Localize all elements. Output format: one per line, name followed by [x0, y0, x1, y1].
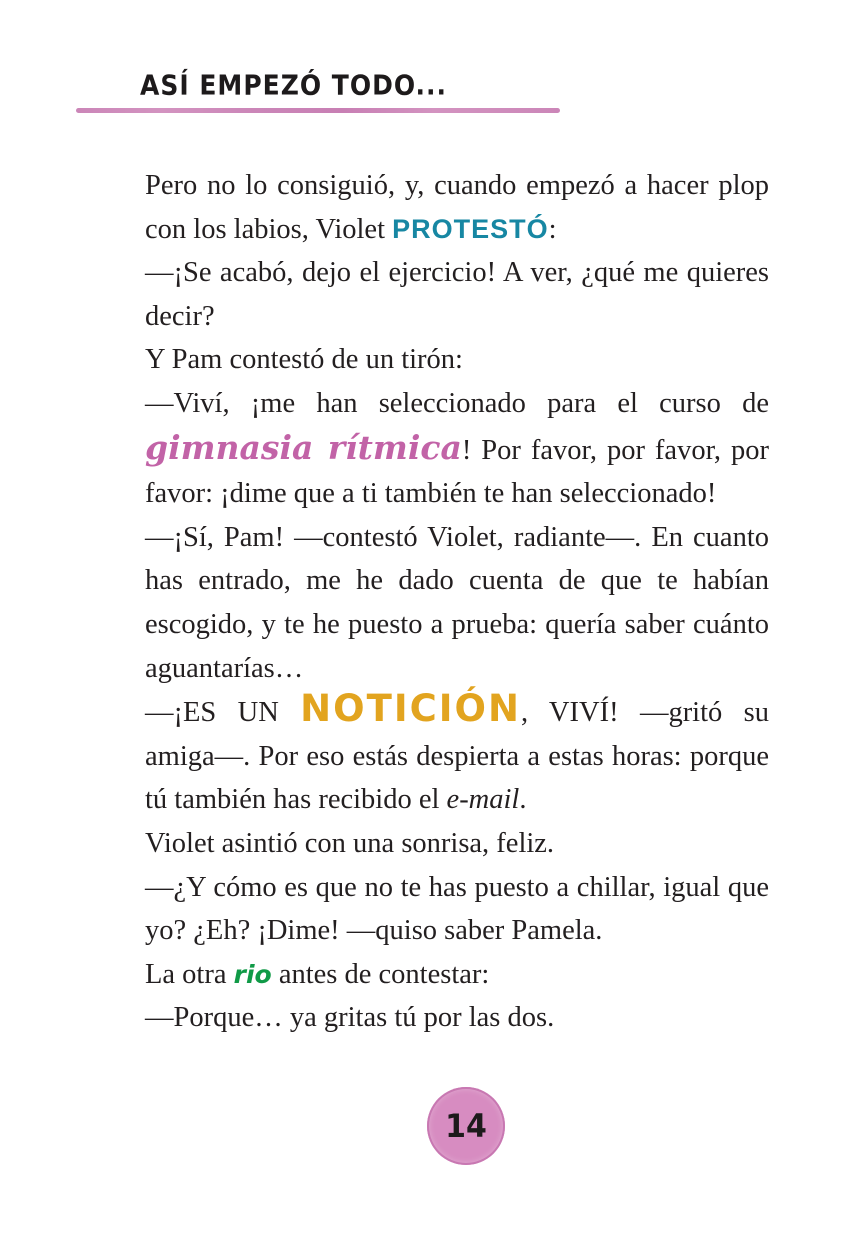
text-run: Violet asintió con una sonrisa, feliz.: [145, 827, 555, 859]
body-text: [145, 164, 769, 1040]
emphasis-word-teal: PROTESTÓ: [392, 213, 549, 244]
paragraph: [145, 687, 769, 822]
paragraph: [145, 822, 769, 866]
paragraph: [145, 382, 769, 516]
text-run: La otra: [145, 958, 234, 990]
emphasis-word-yellow-display: NOTICIÓN: [300, 687, 521, 731]
text-run: antes de contestar:: [271, 958, 490, 990]
paragraph: [145, 516, 769, 690]
text-run: —¡ES UN: [145, 697, 301, 729]
chapter-header: [76, 68, 568, 113]
emphasis-word-green: rio: [233, 959, 272, 989]
emphasis-word-italic: e-mail: [446, 784, 520, 816]
paragraph: [145, 338, 769, 382]
text-run: Pero no lo consiguió, y, cuando empezó a hacer plop con los labios, Violet: [145, 170, 769, 245]
text-run: —¿Y cómo es que no te has puesto a chillar, igual que yo? ¿Eh? ¡Dime! —quiso saber Pamela.: [145, 871, 769, 947]
paragraph: [145, 251, 769, 338]
text-run: —¡Se acabó, dejo el ejercicio! A ver, ¿qué me quieres decir?: [145, 257, 769, 332]
text-run: , VIVÍ! —gritó su amiga—. Por eso estás despierta a estas horas: porque tú también has recibido el: [145, 697, 769, 816]
paragraph: [145, 866, 769, 953]
chapter-title: ASÍ EMPEZÓ TODO...: [140, 68, 448, 101]
paragraph: [145, 164, 769, 251]
paragraph: [145, 953, 769, 997]
chapter-title-underline: [76, 108, 560, 113]
text-run: —¡Sí, Pam! —contestó Violet, radiante—. En cuanto has entrado, me he dado cuenta de que te habían escogido, y te he puesto a prueba: quería saber cuánto aguantarías…: [145, 521, 769, 684]
text-run: ! Por favor, por favor, por favor: ¡dime que a ti también te han seleccionado!: [145, 434, 770, 510]
text-run: —Viví, ¡me han seleccionado para el curso de: [145, 387, 769, 419]
text-run: Y Pam contestó de un tirón:: [145, 344, 463, 376]
text-run: .: [519, 784, 527, 816]
paragraph: [145, 996, 769, 1040]
page-number-badge: [427, 1087, 505, 1165]
text-run: :: [548, 213, 557, 245]
page-number: 14: [445, 1107, 487, 1145]
text-run: —Porque… ya gritas tú por las dos.: [145, 1002, 555, 1034]
emphasis-word-pink-script: gimnasia rítmica: [145, 427, 462, 467]
